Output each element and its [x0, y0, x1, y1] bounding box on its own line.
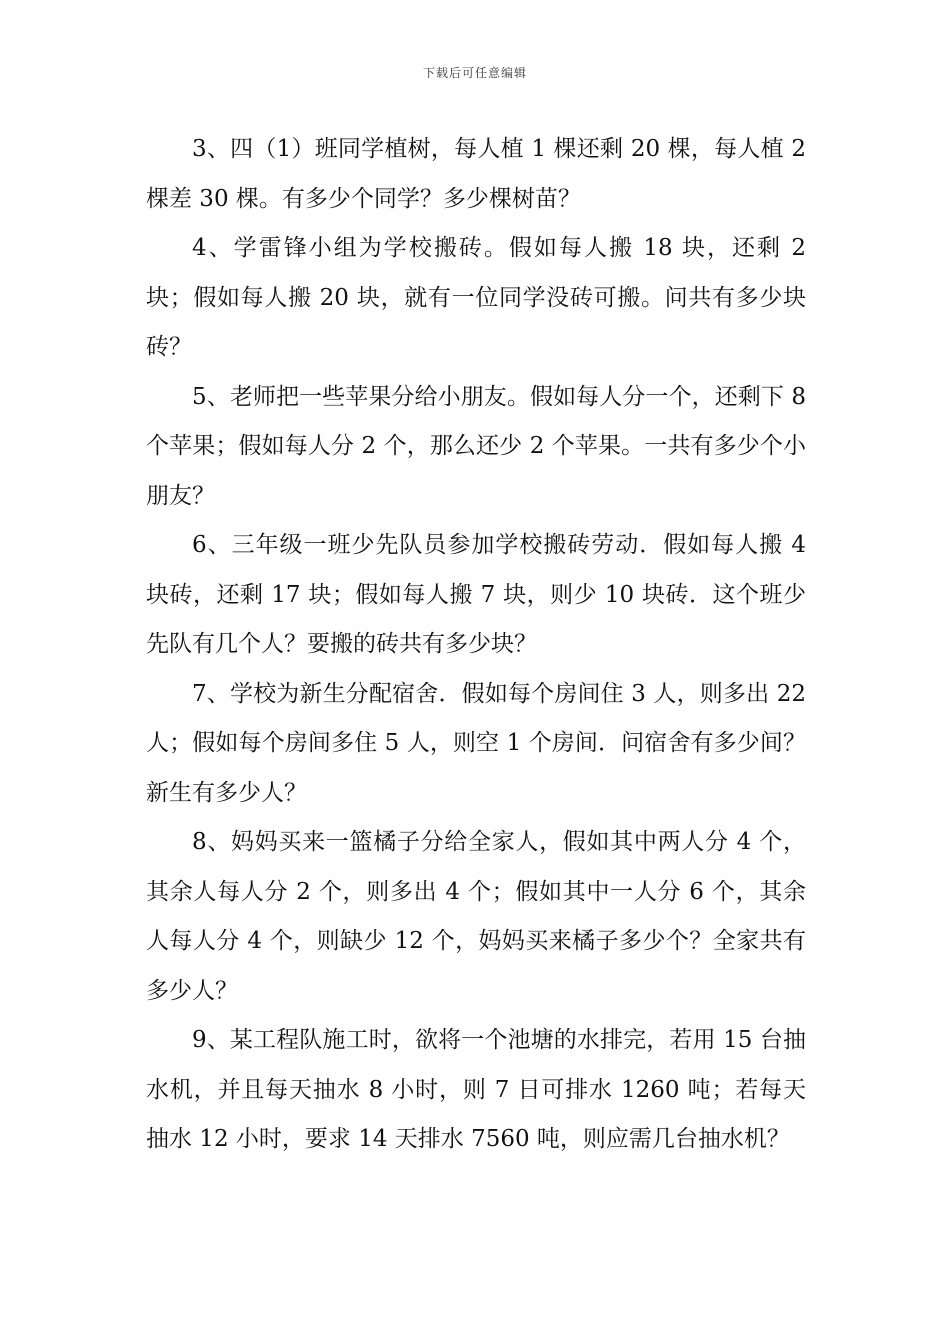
problem-7: 7、学校为新生分配宿舍．假如每个房间住 3 人，则多出 22 人；假如每个房间多住 5 人，则空 1 个房间．问宿舍有多少间？新生有多少人？	[146, 680, 806, 806]
problem-9: 9、某工程队施工时，欲将一个池塘的水排完，若用 15 台抽水机，并且每天抽水 8 小时，则 7 日可排水 1260 吨；若每天抽水 12 小时，要求 14 天排水 7560 吨，则应需几台抽水机？	[146, 1027, 806, 1152]
problem-4: 4、学雷锋小组为学校搬砖。假如每人搬 18 块，还剩 2 块；假如每人搬 20 块，就有一位同学没砖可搬。问共有多少块砖？	[146, 235, 806, 360]
problem-3: 3、四（1）班同学植树，每人植 1 棵还剩 20 棵，每人植 2 棵差 30 棵。有多少个同学？多少棵树苗？	[146, 136, 806, 212]
page-header: 下载后可任意编辑	[422, 66, 527, 80]
problem-8: 8、妈妈买来一篮橘子分给全家人，假如其中两人分 4 个，其余人每人分 2 个，则多出 4 个；假如其中一人分 6 个，其余人每人分 4 个，则缺少 12 个，妈妈买来橘子多少个？全家共有多少人？	[146, 829, 806, 1004]
problem-6: 6、三年级一班少先队员参加学校搬砖劳动．假如每人搬 4 块砖，还剩 17 块；假如每人搬 7 块，则少 10 块砖．这个班少先队有几个人？要搬的砖共有多少块？	[146, 532, 806, 657]
document-body	[146, 125, 806, 1165]
problem-5: 5、老师把一些苹果分给小朋友。假如每人分一个，还剩下 8 个苹果；假如每人分 2 个，那么还少 2 个苹果。一共有多少个小朋友？	[146, 383, 806, 509]
